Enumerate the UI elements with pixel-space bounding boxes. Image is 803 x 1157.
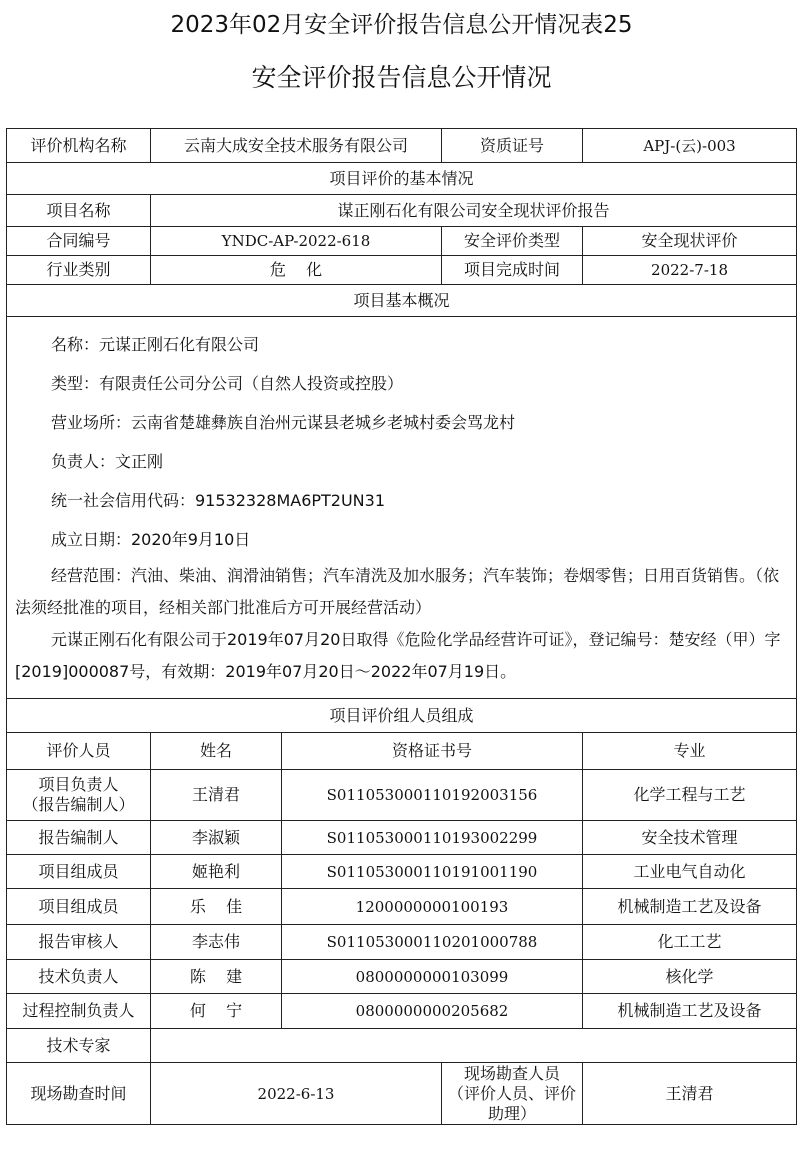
project-name-row [7,195,797,227]
project-name: 谋正刚石化有限公司安全现状评价报告 [151,195,797,227]
team-row [7,925,797,960]
team-row [7,821,797,855]
member-name: 李志伟 [151,925,282,960]
member-name: 乐 佳 [151,889,282,925]
industry-value: 危 化 [151,256,442,285]
cert-number: APJ-(云)-003 [583,129,797,163]
member-major: 化学工程与工艺 [583,770,797,821]
member-role: 报告编制人 [7,821,151,855]
contract-row [7,227,797,256]
expert-label: 技术专家 [7,1029,151,1063]
finish-time: 2022-7-18 [583,256,797,285]
member-cert: S011053000110191001190 [282,855,583,889]
member-major: 安全技术管理 [583,821,797,855]
expert-row [7,1029,797,1063]
team-row [7,994,797,1029]
industry-label: 行业类别 [7,256,151,285]
founded-date: 成立日期：2020年9月10日 [51,529,251,549]
survey-staff-label: 现场勘查人员 （评价人员、评价助理） [442,1063,583,1125]
expert-value [151,1029,797,1063]
member-major: 机械制造工艺及设备 [583,994,797,1029]
member-cert: 0800000000103099 [282,960,583,994]
member-major: 工业电气自动化 [583,855,797,889]
member-cert: 1200000000100193 [282,889,583,925]
org-label: 评价机构名称 [7,129,151,163]
survey-time-label: 现场勘查时间 [7,1063,151,1125]
project-name-label: 项目名称 [7,195,151,227]
site-survey-row [7,1063,797,1125]
org-row [7,129,797,163]
team-header-row [7,733,797,770]
member-role: 项目组成员 [7,855,151,889]
member-cert: 0800000000205682 [282,994,583,1029]
team-row [7,855,797,889]
member-major: 化工工艺 [583,925,797,960]
org-name: 云南大成安全技术服务有限公司 [151,129,442,163]
survey-time: 2022-6-13 [151,1063,442,1125]
header-major: 专业 [583,733,797,770]
survey-staff: 王清君 [583,1063,797,1125]
member-name: 王清君 [151,770,282,821]
cert-label: 资质证号 [442,129,583,163]
overview-section-title: 项目基本概况 [7,285,797,317]
team-row [7,770,797,821]
header-role: 评价人员 [7,733,151,770]
member-cert: S011053000110193002299 [282,821,583,855]
member-major: 核化学 [583,960,797,994]
finish-time-label: 项目完成时间 [442,256,583,285]
company-name: 名称：元谋正刚石化有限公司 [51,334,260,354]
company-person: 负责人：文正刚 [51,451,164,471]
eval-type-label: 安全评价类型 [442,227,583,256]
member-role: 项目负责人 （报告编制人） [7,770,151,821]
document-subtitle: 安全评价报告信息公开情况 [251,63,552,92]
overview-row [7,317,797,699]
member-name: 陈 建 [151,960,282,994]
contract-label: 合同编号 [7,227,151,256]
contract-number: YNDC-AP-2022-618 [151,227,442,256]
document-title: 2023年02月安全评价报告信息公开情况表25 [170,12,633,38]
member-cert: S011053000110201000788 [282,925,583,960]
member-role: 报告审核人 [7,925,151,960]
member-role: 过程控制负责人 [7,994,151,1029]
team-row [7,960,797,994]
member-role: 技术负责人 [7,960,151,994]
business-scope: 经营范围：汽油、柴油、润滑油销售；汽车清洗及加水服务；汽车装饰；卷烟零售；日用百货销售。（依法须经批准的项目，经相关部门批准后方可开展经营活动） [15,565,780,617]
member-name: 姬艳利 [151,855,282,889]
team-section-title: 项目评价组人员组成 [7,699,797,733]
member-cert: S011053000110192003156 [282,770,583,821]
eval-type: 安全现状评价 [583,227,797,256]
overview-body [7,317,797,699]
header-cert: 资格证书号 [282,733,583,770]
basic-section-title: 项目评价的基本情况 [7,163,797,195]
disclosure-table [6,128,797,1125]
member-major: 机械制造工艺及设备 [583,889,797,925]
header-name: 姓名 [151,733,282,770]
industry-row [7,256,797,285]
company-type: 类型：有限责任公司分公司（自然人投资或控股） [51,373,404,393]
credit-code: 统一社会信用代码：91532328MA6PT2UN31 [51,490,386,510]
license-info: 元谋正刚石化有限公司于2019年07月20日取得《危险化学品经营许可证》，登记编号：楚安经（甲）字[2019]000087号，有效期：2019年07月20日～2022年07月19日。 [15,629,781,681]
company-address: 营业场所：云南省楚雄彝族自治州元谋县老城乡老城村委会骂龙村 [51,412,516,432]
team-row [7,889,797,925]
member-role: 项目组成员 [7,889,151,925]
member-name: 何 宁 [151,994,282,1029]
member-name: 李淑颖 [151,821,282,855]
